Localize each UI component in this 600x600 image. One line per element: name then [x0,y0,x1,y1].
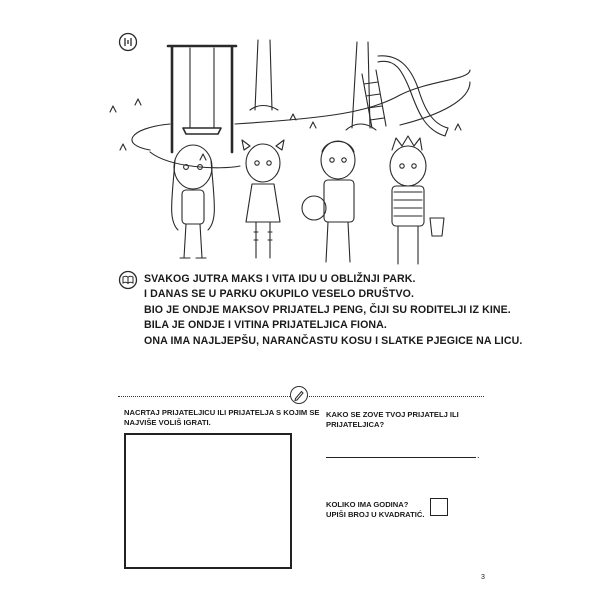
age-prompt-line: KOLIKO IMA GODINA? [326,500,409,509]
story-line: SVAKOG JUTRA MAKS I VITA IDU U OBLIŽNJI PARK. [144,273,416,285]
age-prompt-line: UPIŠI BROJ U KVADRATIĆ. [326,510,425,519]
ground-outline [132,70,470,150]
book-icon [118,270,138,290]
age-answer-box[interactable] [430,498,448,516]
child-peng [302,141,355,262]
slide-ladder [362,70,386,128]
page-number: 3 [481,574,485,581]
pencil-icon [290,386,308,404]
name-prompt-line: KAKO SE ZOVE TVOJ PRIJATELJ ILI [326,410,459,419]
audio-track-icon [118,32,138,52]
story-text [144,272,523,349]
friend-name-prompt [326,410,486,430]
swing-seat [183,128,221,134]
child-vita [242,140,284,258]
story-line: ONA IMA NAJLJEPŠU, NARANČASTU KOSU I SLATKE PJEGICE NA LICU. [144,334,523,347]
draw-friend-prompt [124,408,320,428]
tree-trunk-left [250,40,278,110]
tree-trunk-right [346,42,376,130]
swing-ropes [190,48,214,128]
swing-frame [168,46,236,152]
path-outline [150,82,470,168]
park-illustration [0,0,600,280]
draw-prompt-line: NAJVIŠE VOLIŠ IGRATI. [124,418,211,427]
answer-line-period: . [477,450,480,460]
story-line: I DANAS SE U PARKU OKUPILO VESELO DRUŠTVO. [144,288,415,301]
drawing-area[interactable] [124,433,292,569]
name-prompt-line: PRIJATELJICA? [326,420,385,429]
child-maks [390,136,444,264]
friend-name-answer-line[interactable] [326,457,476,458]
child-fiona [172,145,215,258]
story-line: BILA JE ONDJE I VITINA PRIJATELJICA FIONA. [144,319,387,332]
slide-chute [378,56,448,136]
grass [110,99,461,160]
friend-age-prompt [326,500,426,520]
draw-prompt-line: NACRTAJ PRIJATELJICU ILI PRIJATELJA S KOJIM SE [124,408,320,417]
story-line: BIO JE ONDJE MAKSOV PRIJATELJ PENG, ČIJI SU RODITELJI IZ KINE. [144,303,511,316]
